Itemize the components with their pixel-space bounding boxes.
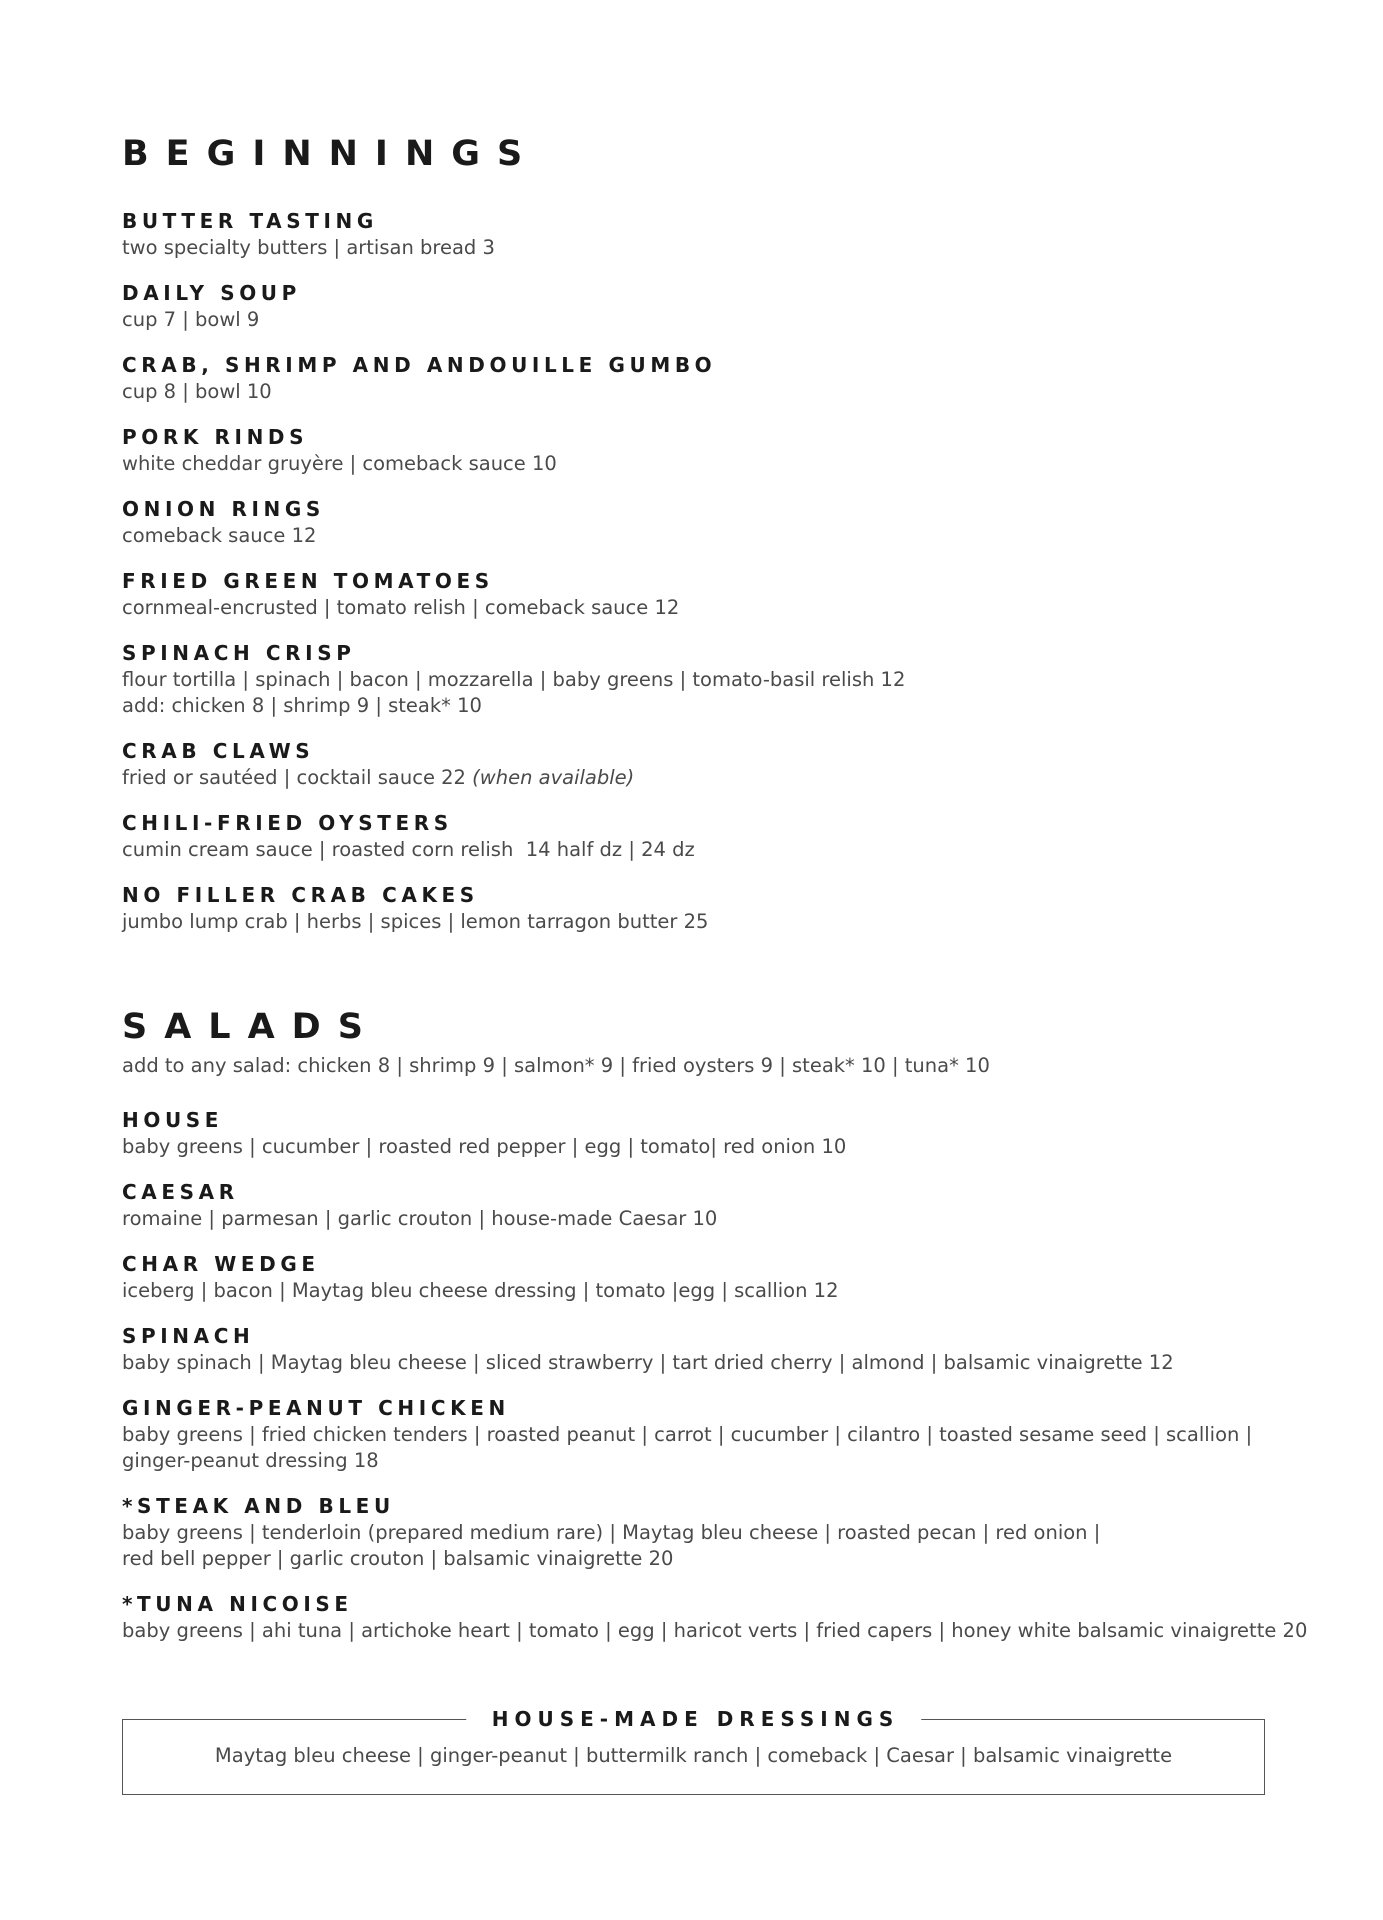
item-description bbox=[122, 379, 1272, 405]
menu-item-spinach-salad bbox=[122, 1323, 1272, 1376]
item-name: CHAR WEDGE bbox=[122, 1252, 320, 1276]
menu-item-spinach-crisp bbox=[122, 640, 1272, 719]
description-line: add: chicken 8 | shrimp 9 | steak* 10 bbox=[122, 694, 482, 717]
menu-item-ginger-peanut-chicken bbox=[122, 1395, 1272, 1474]
item-name: SPINACH CRISP bbox=[122, 641, 356, 665]
item-name: CHILI-FRIED OYSTERS bbox=[122, 811, 453, 835]
item-name: PORK RINDS bbox=[122, 425, 309, 449]
menu-item-pork-rinds bbox=[122, 424, 1272, 477]
item-description bbox=[122, 1350, 1272, 1376]
dressings-box bbox=[122, 1707, 1265, 1795]
menu-item-onion-rings bbox=[122, 496, 1272, 549]
menu-item-gumbo bbox=[122, 352, 1272, 405]
item-description bbox=[122, 765, 1272, 791]
item-description bbox=[122, 451, 1272, 477]
salads-add-on-note: add to any salad: chicken 8 | shrimp 9 | salmon* 9 | fried oysters 9 | steak* 10 | tuna* 10 bbox=[122, 1054, 990, 1077]
menu-item-char-wedge bbox=[122, 1251, 1272, 1304]
dressings-list: Maytag bleu cheese | ginger-peanut | buttermilk ranch | comeback | Caesar | balsamic vinaigrette bbox=[214, 1744, 1173, 1767]
menu-item-daily-soup bbox=[122, 280, 1272, 333]
menu-item-house-salad bbox=[122, 1107, 1272, 1160]
item-description bbox=[122, 595, 1272, 621]
description-line: cup 8 | bowl 10 bbox=[122, 380, 272, 403]
item-name: BUTTER TASTING bbox=[122, 209, 378, 233]
item-description bbox=[122, 667, 1272, 719]
salads-items bbox=[122, 1107, 1308, 1644]
menu-page bbox=[122, 130, 1308, 1663]
item-name: SPINACH bbox=[122, 1324, 255, 1348]
description-line: flour tortilla | spinach | bacon | mozzarella | baby greens | tomato-basil relish 12 bbox=[122, 668, 906, 691]
beginnings-section bbox=[122, 130, 1272, 935]
item-description bbox=[122, 1206, 1272, 1232]
description-line: baby spinach | Maytag bleu cheese | sliced strawberry | tart dried cherry | almond | balsamic vinaigrette 12 bbox=[122, 1351, 1174, 1374]
menu-item-chili-fried-oysters bbox=[122, 810, 1272, 863]
menu-item-steak-and-bleu bbox=[122, 1493, 1272, 1572]
item-description bbox=[122, 1520, 1272, 1572]
availability-note: (when available) bbox=[472, 766, 635, 789]
item-description bbox=[122, 235, 1272, 261]
description-line: cornmeal-encrusted | tomato relish | comeback sauce 12 bbox=[122, 596, 680, 619]
description-line: cumin cream sauce | roasted corn relish 14 half dz | 24 dz bbox=[122, 838, 695, 861]
item-description bbox=[122, 1618, 1308, 1644]
menu-item-crab-cakes bbox=[122, 882, 1272, 935]
item-name: *STEAK AND BLEU bbox=[122, 1494, 395, 1518]
item-description bbox=[122, 523, 1272, 549]
salads-section bbox=[122, 1003, 1308, 1644]
description-line: jumbo lump crab | herbs | spices | lemon tarragon butter 25 bbox=[122, 910, 709, 933]
description-line: baby greens | tenderloin (prepared medium rare) | Maytag bleu cheese | roasted pecan | red onion | bbox=[122, 1521, 1101, 1544]
menu-item-caesar-salad bbox=[122, 1179, 1272, 1232]
menu-item-crab-claws bbox=[122, 738, 1272, 791]
description-line bbox=[122, 765, 1272, 791]
item-description bbox=[122, 1134, 1272, 1160]
item-description bbox=[122, 837, 1272, 863]
item-name: CRAB, SHRIMP AND ANDOUILLE GUMBO bbox=[122, 353, 717, 377]
item-description bbox=[122, 307, 1272, 333]
description-line: red bell pepper | garlic crouton | balsamic vinaigrette 20 bbox=[122, 1547, 674, 1570]
item-name: NO FILLER CRAB CAKES bbox=[122, 883, 479, 907]
description-line: romaine | parmesan | garlic crouton | house-made Caesar 10 bbox=[122, 1207, 718, 1230]
item-description bbox=[122, 1422, 1272, 1474]
item-description bbox=[122, 909, 1272, 935]
item-name: FRIED GREEN TOMATOES bbox=[122, 569, 494, 593]
item-name: DAILY SOUP bbox=[122, 281, 301, 305]
menu-item-fried-green-tomatoes bbox=[122, 568, 1272, 621]
menu-item-tuna-nicoise bbox=[122, 1591, 1308, 1644]
description-line: ginger-peanut dressing 18 bbox=[122, 1449, 379, 1472]
salads-title: SALADS bbox=[122, 1007, 380, 1047]
menu-item-butter-tasting bbox=[122, 208, 1272, 261]
description-line: comeback sauce 12 bbox=[122, 524, 317, 547]
description-line: baby greens | ahi tuna | artichoke heart | tomato | egg | haricot verts | fried capers | honey white balsamic vinaigrette 20 bbox=[122, 1619, 1308, 1642]
item-name: *TUNA NICOISE bbox=[122, 1592, 353, 1616]
beginnings-title: BEGINNINGS bbox=[122, 134, 540, 174]
description-line: iceberg | bacon | Maytag bleu cheese dressing | tomato |egg | scallion 12 bbox=[122, 1279, 839, 1302]
description-line: white cheddar gruyère | comeback sauce 10 bbox=[122, 452, 557, 475]
item-description bbox=[122, 1278, 1272, 1304]
description-line: cup 7 | bowl 9 bbox=[122, 308, 260, 331]
description-line: two specialty butters | artisan bread 3 bbox=[122, 236, 495, 259]
beginnings-items bbox=[122, 208, 1272, 935]
description-line: baby greens | cucumber | roasted red pepper | egg | tomato| red onion 10 bbox=[122, 1135, 847, 1158]
item-name: CAESAR bbox=[122, 1180, 239, 1204]
item-name: HOUSE bbox=[122, 1108, 224, 1132]
description-text: fried or sautéed | cocktail sauce 22 bbox=[122, 766, 466, 789]
description-line: baby greens | fried chicken tenders | roasted peanut | carrot | cucumber | cilantro | toasted sesame seed | scallion | bbox=[122, 1423, 1253, 1446]
item-name: CRAB CLAWS bbox=[122, 739, 315, 763]
item-name: ONION RINGS bbox=[122, 497, 325, 521]
dressings-title: HOUSE-MADE DRESSINGS bbox=[466, 1704, 922, 1734]
item-name: GINGER-PEANUT CHICKEN bbox=[122, 1396, 510, 1420]
